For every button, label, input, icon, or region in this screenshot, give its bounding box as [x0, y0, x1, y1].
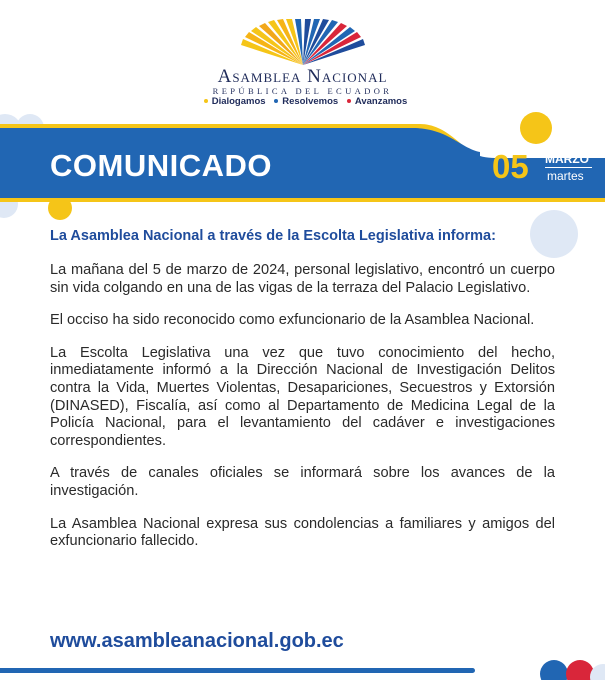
website-link[interactable]: www.asambleanacional.gob.ec: [50, 630, 344, 652]
lead-statement: La Asamblea Nacional a través de la Escolta Legislativa informa:: [50, 228, 496, 244]
statement-body: [50, 262, 555, 566]
slogan-word: Dialogamos: [211, 96, 266, 107]
organization-subtitle: REPÚBLICA DEL ECUADOR: [212, 86, 393, 96]
date-divider: [545, 167, 592, 168]
paragraph: La mañana del 5 de marzo de 2024, personal legislativo, encontró un cuerpo sin vida colgando en una de las vigas de la terraza del Palacio Legislativo.: [50, 262, 555, 296]
red-dot-icon: [347, 99, 351, 103]
slogan-word: Resolvemos: [282, 96, 339, 107]
footer-stripe: [0, 668, 475, 673]
blue-dot-icon: [274, 99, 278, 103]
paragraph: El occiso ha sido reconocido como exfuncionario de la Asamblea Nacional.: [50, 312, 535, 329]
date-month: MARZO: [545, 152, 589, 166]
organization-name: Asamblea Nacional: [217, 66, 388, 87]
slogan: [0, 96, 605, 107]
slogan-word: Avanzamos: [354, 96, 408, 107]
paragraph: La Escolta Legislativa una vez que tuvo conocimiento del hecho, inmediatamente informó a la Dirección Nacional de Investigación Delitos contra la Vida, Muertes Violentas, Desapariciones, Secuestros y Extorsión (DINASED), Fiscalía, así como al Departamento de Medicina Legal de la Policía Nacional, para el levantamiento del cadáver e investigaciones correspondientes.: [50, 344, 555, 449]
date-day: 05: [492, 148, 529, 185]
paragraph: A través de canales oficiales se informará sobre los avances de la investigación.: [50, 465, 555, 499]
paragraph: La Asamblea Nacional expresa sus condolencias a familiares y amigos del exfuncionario fallecido.: [50, 515, 555, 550]
decorative-circle: [540, 660, 568, 680]
communique-title: COMUNICADO: [50, 148, 272, 183]
date-weekday: martes: [547, 169, 584, 183]
yellow-dot-icon: [204, 99, 208, 103]
assembly-emblem-icon: [228, 18, 378, 66]
logo: [0, 18, 605, 66]
